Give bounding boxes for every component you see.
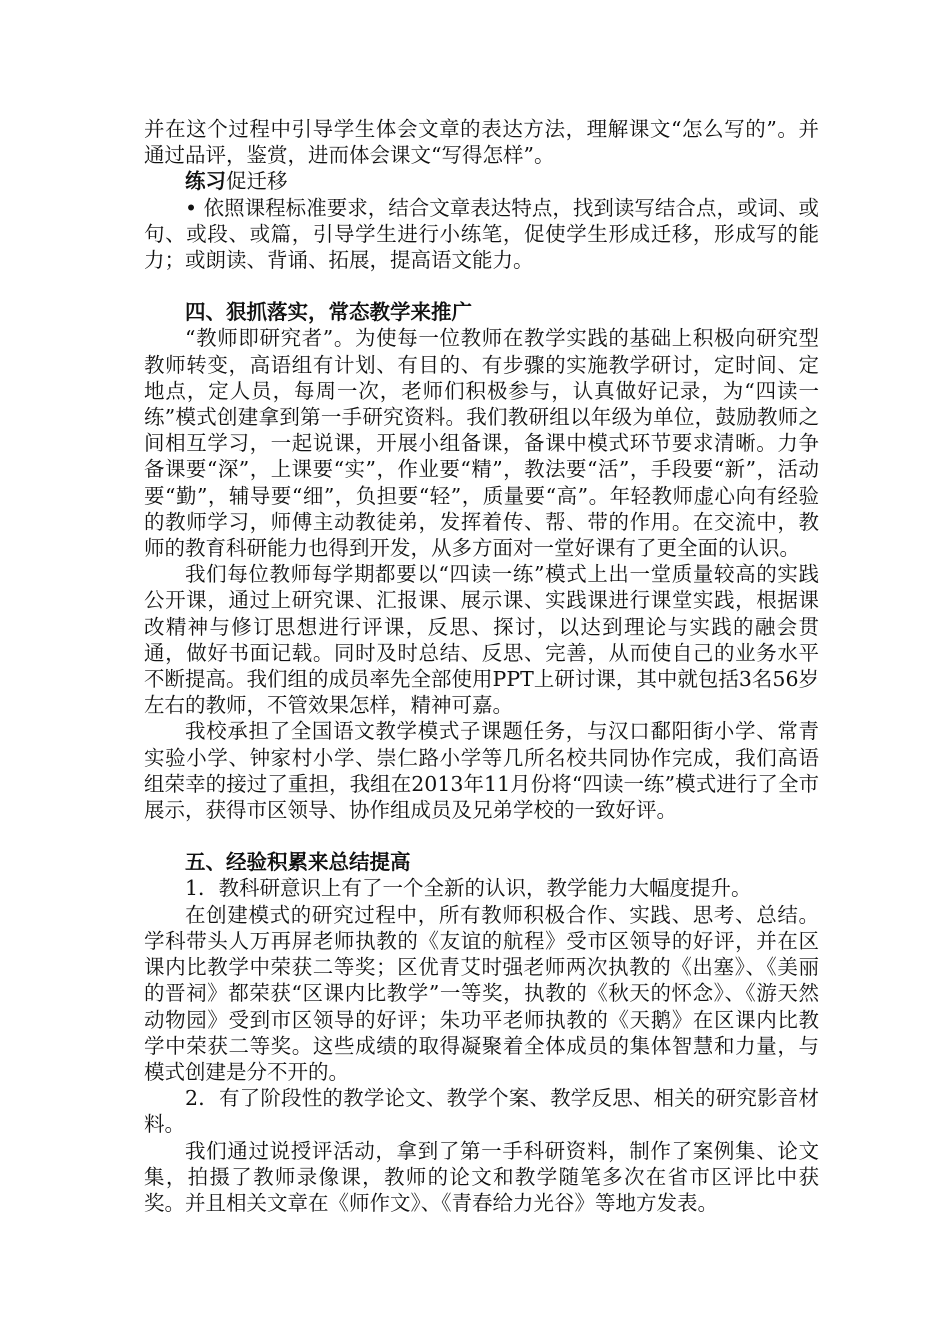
document-page [144,116,819,1216]
section5-paragraph-2: 我们通过说授评活动，拿到了第一手科研资料，制作了案例集、论文集，拍摄了教师录像课，教师的论文和教学随笔多次在省市区评比中获奖。并且相关文章在《师作文》、《青春给力光谷》等地方发表。 [144,1138,819,1215]
section5-item-2: 2．有了阶段性的教学论文、教学个案、教学反思、相关的研究影音材料。 [144,1086,819,1137]
section4-paragraph-2: 我们每位教师每学期都要以“四读一练”模式上出一堂质量较高的实践公开课，通过上研究课、汇报课、展示课、实践课进行课堂实践，根据课改精神与修订思想进行评课，反思、探讨，以达到理论与实践的融会贯通，做好书面记载。同时及时总结、反思、完善，从而使自己的业务水平不断提高。我们组的成员率先全部使用PPT上研讨课，其中就包括3名56岁左右的教师，不管效果怎样，精神可嘉。 [144,562,819,718]
section4-paragraph-3: 我校承担了全国语文教学模式子课题任务，与汉口鄱阳街小学、常青实验小学、钟家村小学、崇仁路小学等几所名校共同协作完成，我们高语组荣幸的接过了重担，我组在2013年11月份将“四读一练”模式进行了全市展示，获得市区领导、协作组成员及兄弟学校的一致好评。 [144,719,819,823]
spacer [144,273,819,299]
practice-title [144,168,819,194]
section5-heading: 五、经验积累来总结提高 [185,850,411,875]
intro-paragraph: 并在这个过程中引导学生体会文章的表达方法，理解课文“怎么写的”。并通过品评，鉴赏，进而体会课文“写得怎样”。 [144,117,819,168]
practice-paragraph [144,195,819,274]
section5-paragraph-1: 在创建模式的研究过程中，所有教师积极合作、实践、思考、总结。学科带头人万再屏老师执教的《友谊的航程》受市区领导的好评，并在区课内比教学中荣获二等奖；区优青艾时强老师两次执教的《出塞》、《美丽的晋祠》都荣获“区课内比教学”一等奖，执教的《秋天的怀念》、《游天然动物园》受到市区领导的好评；朱功平老师执教的《天鹅》在区课内比教学中荣获二等奖。这些成绩的取得凝聚着全体成员的集体智慧和力量，与模式创建是分不开的。 [144,902,819,1084]
section4-paragraph-1: “教师即研究者”。为使每一位教师在教学实践的基础上积极向研究型教师转变，高语组有计划、有目的、有步骤的实施教学研讨，定时间、定地点，定人员，每周一次，老师们积极参与，认真做好记录，为“四读一练”模式创建拿到第一手研究资料。我们教研组以年级为单位，鼓励教师之间相互学习，一起说课，开展小组备课，备课中模式环节要求清晰。力争备课要“深”，上课要“实”，作业要“精”，教法要“活”，手段要“新”，活动要“勤”，辅导要“细”，负担要“轻”，质量要“高”。年轻教师虚心向有经验的教师学习，师傅主动教徒弟，发挥着传、帮、带的作用。在交流中，教师的教育科研能力也得到开发，从多方面对一堂好课有了更全面的认识。 [144,326,819,561]
spacer [144,823,819,849]
section4-heading: 四、狠抓落实，常态教学来推广 [185,300,472,325]
practice-title-bold: 练习 [185,169,226,194]
section5-item-1: 1．教科研意识上有了一个全新的认识，教学能力大幅度提升。 [185,876,752,901]
practice-title-rest: 促迁移 [226,169,288,194]
practice-text: 依照课程标准要求，结合文章表达特点，找到读写结合点，或词、或句、或段、或篇，引导学生进行小练笔，促使学生形成迁移，形成写的能力；或朗读、背诵、拓展，提高语文能力。 [144,195,819,273]
bullet-icon: • [185,195,198,220]
